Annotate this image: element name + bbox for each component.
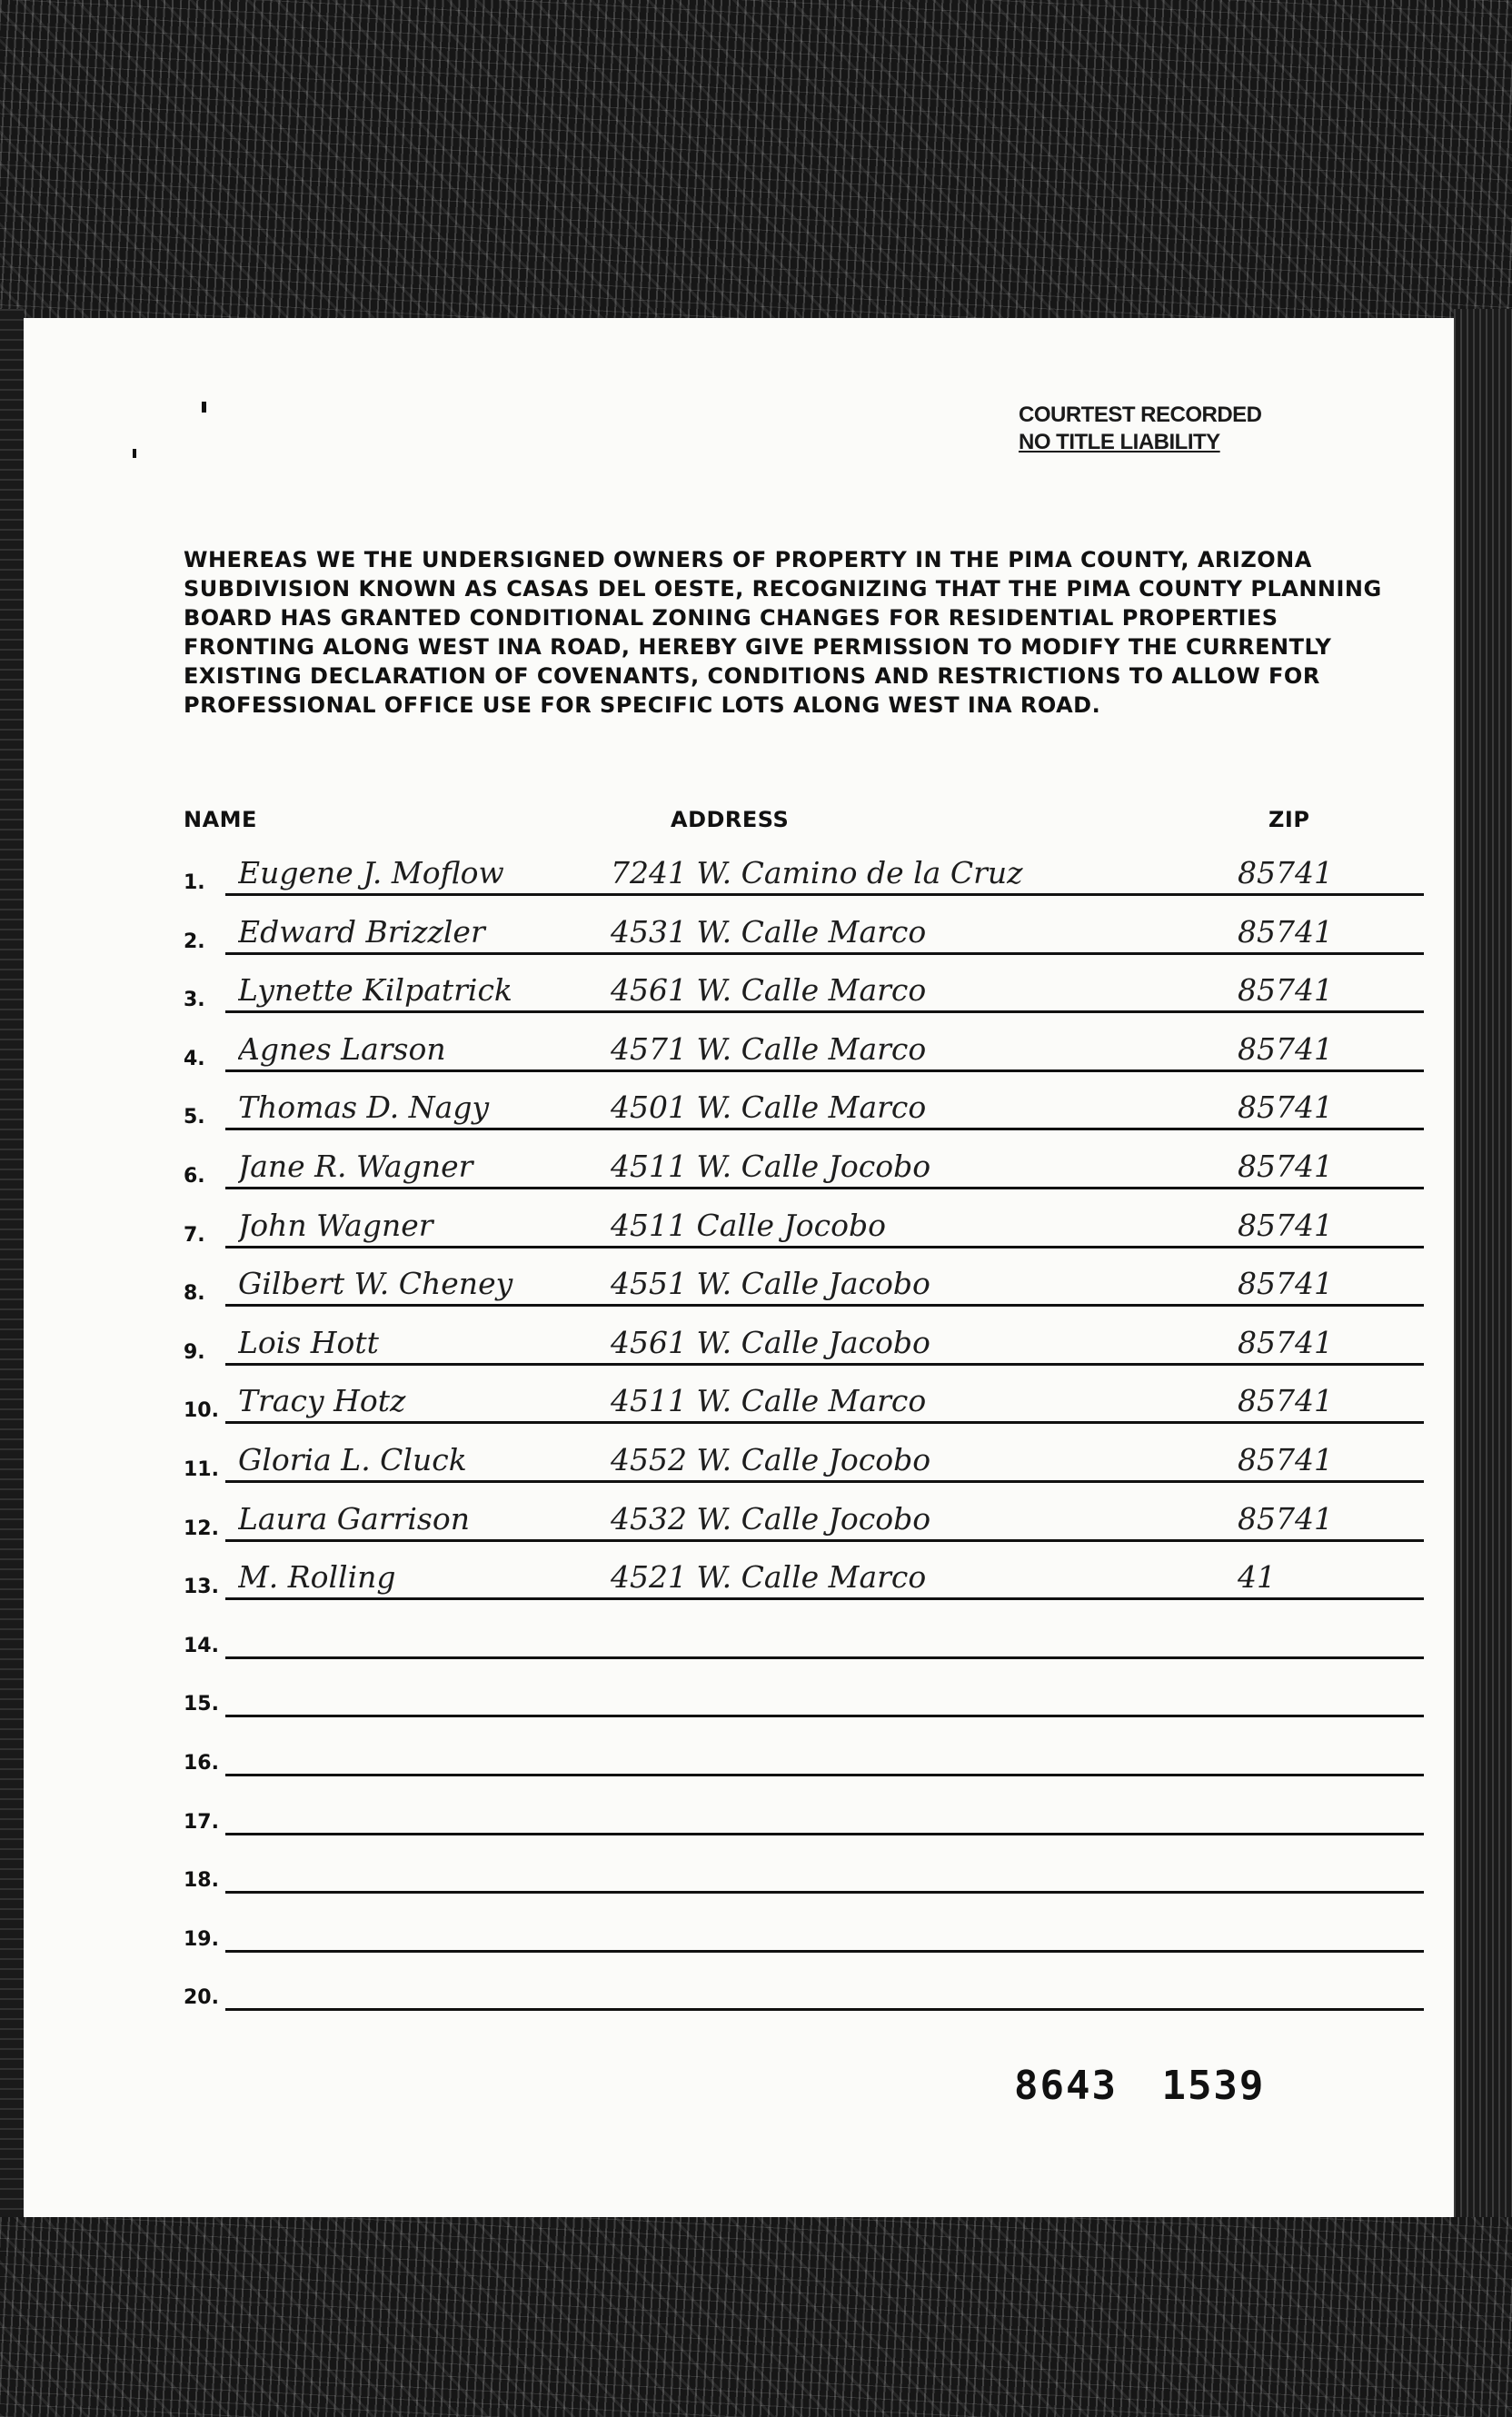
- signer-name: M. Rolling: [238, 1559, 396, 1596]
- signature-row: [184, 897, 1424, 955]
- signature-row: [184, 1601, 1424, 1659]
- signer-address: 4561 W. Calle Marco: [611, 972, 927, 1009]
- scan-border-left: [0, 309, 24, 2226]
- column-header-zip: ZIP: [1268, 807, 1310, 832]
- signature-line: [225, 1010, 1424, 1013]
- row-number: 10.: [184, 1399, 219, 1423]
- row-number: 11.: [184, 1458, 219, 1481]
- scan-border-top: [0, 0, 1512, 318]
- signature-line: [225, 1187, 1424, 1189]
- signature-line: [225, 1421, 1424, 1424]
- signature-line: [225, 1833, 1424, 1835]
- signature-line: [225, 1539, 1424, 1542]
- signer-zip: 85741: [1238, 855, 1333, 890]
- signer-address: 4511 W. Calle Marco: [611, 1383, 927, 1419]
- stamp-line-2: NO TITLE LIABILITY: [1019, 430, 1220, 454]
- signer-address: 4571 W. Calle Marco: [611, 1030, 927, 1067]
- signature-line: [225, 1363, 1424, 1366]
- signer-name: Lynette Kilpatrick: [238, 972, 512, 1009]
- signer-zip: 85741: [1238, 1089, 1333, 1126]
- signer-zip: 41: [1238, 1559, 1276, 1596]
- signature-line: [225, 2008, 1424, 2011]
- signer-address: 4501 W. Calle Marco: [611, 1089, 927, 1126]
- petition-preamble: WHEREAS WE THE UNDERSIGNED OWNERS OF PROPERTY IN THE PIMA COUNTY, ARIZONA SUBDIVISION KNOWN AS CASAS DEL OESTE, RECOGNIZING THAT THE PIMA COUNTY PLANNING BOARD HAS GRANTED CONDITIONAL ZONING CHANGES FOR RESIDENTIAL PROPERTIES FRONTING ALONG WEST INA ROAD, HEREBY GIVE PERMISSION TO MODIFY THE CURRENTLY EXISTING DECLARATION OF COVENANTS, CONDITIONS AND RESTRICTIONS TO ALLOW FOR PROFESSIONAL OFFICE USE FOR SPECIFIC LOTS ALONG WEST INA ROAD.: [184, 547, 1382, 718]
- signature-row: [184, 1835, 1424, 1894]
- signature-line: [225, 1304, 1424, 1307]
- row-number: 13.: [184, 1576, 219, 1599]
- signer-address: 4551 W. Calle Jacobo: [611, 1266, 930, 1302]
- stamp-line-1: COURTEST RECORDED: [1019, 403, 1262, 427]
- signature-line: [225, 1891, 1424, 1894]
- row-number: 5.: [184, 1106, 205, 1129]
- signer-name: Eugene J. Moflow: [238, 855, 504, 890]
- column-header-name: NAME: [184, 807, 257, 832]
- signature-line: [225, 1950, 1424, 1953]
- signer-name: John Wagner: [238, 1207, 433, 1243]
- signature-row: [184, 1072, 1424, 1130]
- signature-row: [184, 1659, 1424, 1717]
- signer-name: Tracy Hotz: [238, 1383, 406, 1419]
- signature-row: [184, 1308, 1424, 1366]
- signature-row: [184, 955, 1424, 1013]
- signature-row: [184, 1366, 1424, 1424]
- signature-line: [225, 893, 1424, 896]
- row-number: 15.: [184, 1693, 219, 1716]
- signature-line: [225, 1715, 1424, 1717]
- document-number: 8643 1539: [1014, 2063, 1266, 2109]
- row-number: 4.: [184, 1047, 205, 1070]
- scan-speck: [202, 402, 206, 413]
- signature-line: [225, 1480, 1424, 1483]
- signer-zip: 85741: [1238, 1383, 1333, 1419]
- row-number: 7.: [184, 1223, 205, 1247]
- row-number: 6.: [184, 1165, 205, 1188]
- signature-row: [184, 1895, 1424, 1953]
- column-header-address: ADDRESS: [671, 807, 790, 832]
- signer-zip: 85741: [1238, 913, 1333, 950]
- signature-line: [225, 1069, 1424, 1072]
- scan-speck: [133, 449, 136, 458]
- signature-line: [225, 1128, 1424, 1130]
- signature-row: [184, 1777, 1424, 1835]
- signer-zip: 85741: [1238, 1207, 1333, 1243]
- signature-line: [225, 1246, 1424, 1248]
- signer-address: 7241 W. Camino de la Cruz: [611, 855, 1023, 890]
- signature-row: [184, 1953, 1424, 2011]
- signer-name: Agnes Larson: [238, 1030, 446, 1067]
- row-number: 17.: [184, 1810, 219, 1834]
- signer-name: Thomas D. Nagy: [238, 1089, 490, 1126]
- recording-stamp: [1019, 402, 1262, 456]
- scan-border-bottom: [0, 2217, 1512, 2417]
- signature-row: [184, 1425, 1424, 1483]
- signer-zip: 85741: [1238, 1442, 1333, 1477]
- signer-zip: 85741: [1238, 1500, 1333, 1537]
- signer-address: 4561 W. Calle Jacobo: [611, 1324, 930, 1360]
- document-page: [24, 318, 1454, 2217]
- signer-name: Edward Brizzler: [238, 913, 485, 950]
- signer-address: 4552 W. Calle Jocobo: [611, 1442, 931, 1477]
- scan-border-right: [1454, 309, 1512, 2226]
- signer-name: Jane R. Wagner: [238, 1149, 473, 1184]
- signer-address: 4511 W. Calle Jocobo: [611, 1149, 931, 1184]
- signature-row: [184, 838, 1424, 896]
- row-number: 8.: [184, 1282, 205, 1306]
- signature-row: [184, 1014, 1424, 1072]
- row-number: 18.: [184, 1869, 219, 1893]
- signature-line: [225, 1774, 1424, 1776]
- row-number: 20.: [184, 1986, 219, 2010]
- signer-zip: 85741: [1238, 1324, 1333, 1360]
- signer-name: Laura Garrison: [238, 1500, 470, 1537]
- row-number: 1.: [184, 871, 205, 894]
- signature-line: [225, 1656, 1424, 1659]
- row-number: 12.: [184, 1517, 219, 1540]
- signature-row: [184, 1190, 1424, 1248]
- signer-address: 4532 W. Calle Jocobo: [611, 1500, 931, 1537]
- row-number: 2.: [184, 930, 205, 953]
- signature-row: [184, 1542, 1424, 1600]
- row-number: 16.: [184, 1752, 219, 1775]
- row-number: 3.: [184, 989, 205, 1012]
- signature-row: [184, 1131, 1424, 1189]
- signer-address: 4521 W. Calle Marco: [611, 1559, 927, 1596]
- signature-row: [184, 1718, 1424, 1776]
- signature-line: [225, 952, 1424, 955]
- signer-zip: 85741: [1238, 1149, 1333, 1184]
- signer-zip: 85741: [1238, 1266, 1333, 1302]
- signature-line: [225, 1597, 1424, 1600]
- signer-address: 4531 W. Calle Marco: [611, 913, 927, 950]
- row-number: 14.: [184, 1634, 219, 1657]
- signer-name: Gloria L. Cluck: [238, 1442, 467, 1477]
- signer-name: Gilbert W. Cheney: [238, 1266, 513, 1302]
- signer-zip: 85741: [1238, 972, 1333, 1009]
- signature-row: [184, 1248, 1424, 1307]
- row-number: 9.: [184, 1340, 205, 1364]
- row-number: 19.: [184, 1927, 219, 1951]
- signer-name: Lois Hott: [238, 1324, 379, 1360]
- signer-address: 4511 Calle Jocobo: [611, 1207, 886, 1243]
- signature-row: [184, 1484, 1424, 1542]
- signer-zip: 85741: [1238, 1030, 1333, 1067]
